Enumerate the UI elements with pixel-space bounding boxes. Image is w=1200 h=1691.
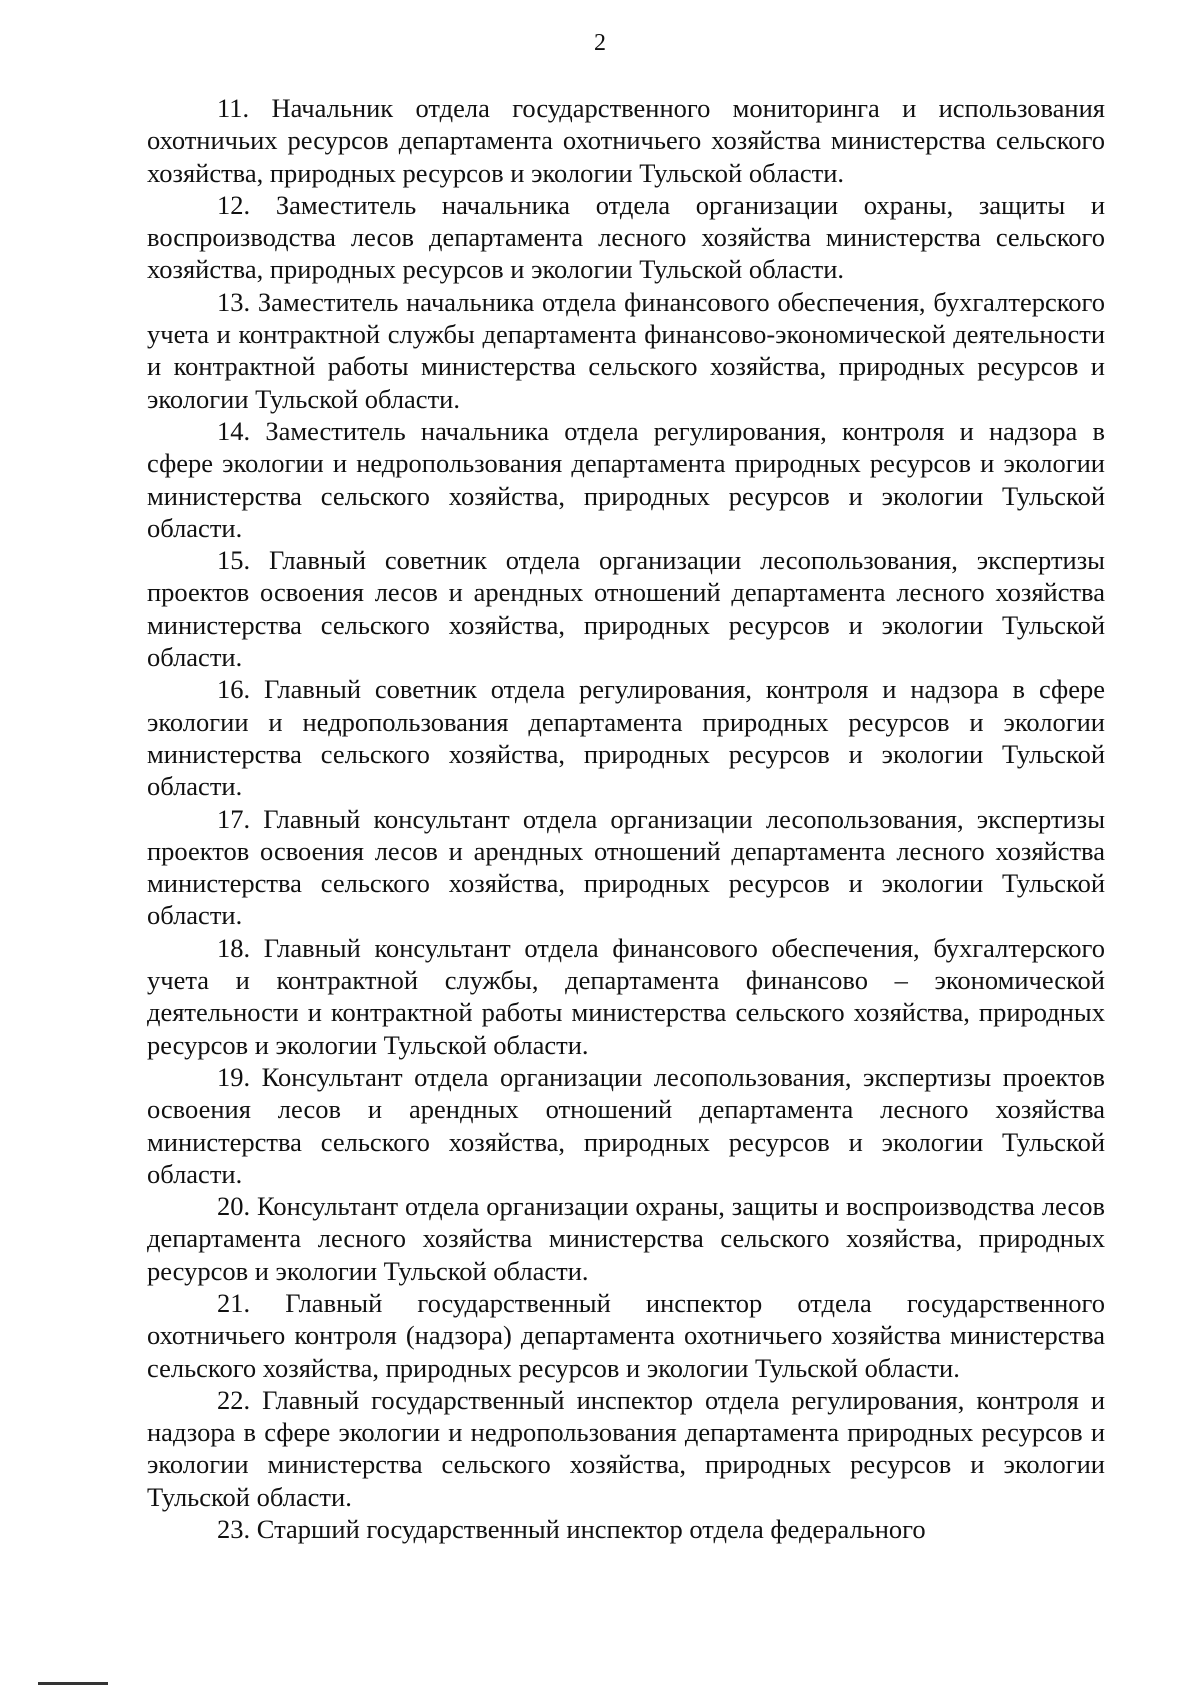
list-item-12: 12. Заместитель начальника отдела организации охраны, защиты и воспроизводства лесов департамента лесного хозяйства министерства сельского хозяйства, природных ресурсов и экологии Тульской области. xyxy=(147,189,1105,285)
list-item-21: 21. Главный государственный инспектор отдела государственного охотничьего контроля (надзора) департамента охотничьего хозяйства министерства сельского хозяйства, природных ресурсов и экологии Тульской области. xyxy=(147,1287,1105,1383)
item-list xyxy=(147,92,1105,1545)
list-item-23: 23. Старший государственный инспектор отдела федерального xyxy=(217,1514,926,1545)
list-item-18: 18. Главный консультант отдела финансового обеспечения, бухгалтерского учета и контрактной службы, департамента финансово – экономической деятельности и контрактной работы министерства сельского хозяйства, природных ресурсов и экологии Тульской области. xyxy=(147,932,1105,1060)
list-item-14: 14. Заместитель начальника отдела регулирования, контроля и надзора в сфере экологии и недропользования департамента природных ресурсов и экологии министерства сельского хозяйства, природных ресурсов и экологии Тульской области. xyxy=(147,415,1105,543)
list-item-17: 17. Главный консультант отдела организации лесопользования, экспертизы проектов освоения лесов и арендных отношений департамента лесного хозяйства министерства сельского хозяйства, природных ресурсов и экологии Тульской области. xyxy=(147,803,1105,931)
list-item-20: 20. Консультант отдела организации охраны, защиты и воспроизводства лесов департамента лесного хозяйства министерства сельского хозяйства, природных ресурсов и экологии Тульской области. xyxy=(147,1191,1105,1286)
list-item-19: 19. Консультант отдела организации лесопользования, экспертизы проектов освоения лесов и арендных отношений департамента лесного хозяйства министерства сельского хозяйства, природных ресурсов и экологии Тульской области. xyxy=(147,1061,1105,1189)
page-number: 2 xyxy=(594,30,606,56)
list-item-15: 15. Главный советник отдела организации лесопользования, экспертизы проектов освоения лесов и арендных отношений департамента лесного хозяйства министерства сельского хозяйства, природных ресурсов и экологии Тульской области. xyxy=(147,545,1105,673)
list-item-22: 22. Главный государственный инспектор отдела регулирования, контроля и надзора в сфере экологии и недропользования департамента природных ресурсов и экологии министерства сельского хозяйства, природных ресурсов и экологии Тульской области. xyxy=(147,1384,1105,1512)
list-item-11: 11. Начальник отдела государственного мониторинга и использования охотничьих ресурсов департамента охотничьего хозяйства министерства сельского хозяйства, природных ресурсов и экологии Тульской области. xyxy=(147,93,1105,188)
list-item-13: 13. Заместитель начальника отдела финансового обеспечения, бухгалтерского учета и контрактной службы департамента финансово-экономической деятельности и контрактной работы министерства сельского хозяйства, природных ресурсов и экологии Тульской области. xyxy=(147,286,1105,414)
scan-artifact-line xyxy=(38,1682,108,1685)
list-item-16: 16. Главный советник отдела регулирования, контроля и надзора в сфере экологии и недропользования департамента природных ресурсов и экологии министерства сельского хозяйства, природных ресурсов и экологии Тульской области. xyxy=(147,674,1105,802)
